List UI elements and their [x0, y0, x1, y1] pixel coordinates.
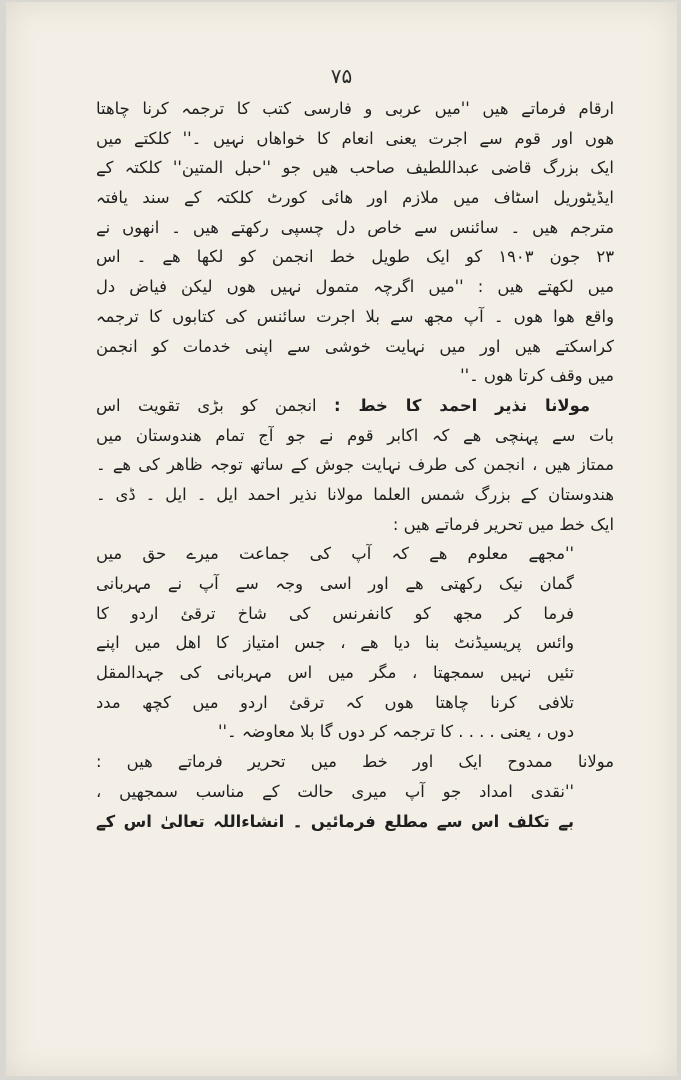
quote-line: ''نقدی امداد جو آپ میری حالت کے مناسب سمجھیں ،	[96, 781, 574, 801]
text-line: ھندوستان کے بزرگ شمس العلما مولانا نذیر احمد ایل ۔ ایل ۔ ڈی ۔	[96, 484, 614, 504]
quote-line: تئیں نہیں سمجھتا ، مگر میں اس مہربانی کی جہدالمقل	[96, 663, 574, 683]
quote-line: وائس پریسیڈنٹ بنا دیا ھے ، جس امتیاز کا اھل میں اپنے	[96, 633, 574, 653]
body-text	[96, 94, 614, 836]
text-line: ۲۳ جون ۱۹۰۳ کو ایک طویل خط انجمن کو لکھا ھے ۔ اس	[96, 247, 614, 267]
quote-line: فرما کر مجھ کو کانفرنس کی شاخ ترقئ اردو کا	[96, 603, 574, 623]
section-first-line-text: انجمن کو بڑی تقویت اس	[96, 395, 317, 415]
text-line: بات سے پہنچی ھے کہ اکابر قوم نے جو آج تمام ھندوستان میں	[96, 425, 614, 445]
text-line: مولانا ممدوح ایک اور خط میں تحریر فرماتے ھیں :	[96, 752, 614, 772]
text-line: کراسکتے ھیں اور میں نہایت خوشی سے اپنی خدمات کو انجمن	[96, 336, 614, 356]
text-line: واقع ھوا ھوں ۔ آپ مجھ سے بلا اجرت سائنس کی کتابوں کا ترجمہ	[96, 306, 614, 326]
text-line: ایڈیٹوریل اسٹاف میں ملازم اور ھائی کورٹ کلکتہ کے سند یافتہ	[96, 188, 614, 208]
quote-line: تلافی کرنا چاھتا ھوں کہ ترقئ اردو میں کچھ مدد	[96, 692, 574, 712]
text-line: ارقام فرماتے ھیں ''میں عربی و فارسی کتب کا ترجمہ کرنا چاھتا	[96, 99, 614, 118]
text-line: ایک خط میں تحریر فرماتے ھیں :	[392, 514, 614, 534]
section-heading: مولانا نذیر احمد کا خط :	[334, 395, 590, 415]
text-line: مترجم ھیں ۔ سائنس سے خاص دل چسپی رکھتے ھیں ۔ انھوں نے	[96, 217, 614, 237]
text-line: ھوں اور قوم سے اجرت یعنی انعام کا خواھاں نہیں ۔'' کلکتے میں	[96, 128, 614, 148]
text-line: ایک بزرگ قاضی عبداللطیف صاحب ھیں جو ''حبل المتین'' کلکتہ کے	[96, 158, 614, 178]
quote-line: دوں ، یعنی . . . . کا ترجمہ کر دوں گا بلا معاوضہ ۔''	[218, 722, 574, 742]
page-number: ۷۵	[330, 64, 353, 88]
quote-line: گمان نیک رکھتی ھے اور اسی وجہ سے آپ نے مہربانی	[96, 574, 574, 593]
text-line: میں لکھتے ھیں : ''میں اگرچہ متمول نہیں ھوں لیکن فیاض دل	[96, 277, 614, 297]
book-page	[6, 2, 677, 1076]
quote-line: ''مجھے معلوم ھے کہ آپ کی جماعت میرے حق میں	[96, 544, 574, 564]
text-line: ممتاز ھیں ، انجمن کی طرف نہایت جوش کے ساتھ توجہ ظاھر کی ھے ۔	[96, 455, 614, 475]
text-line: میں وقف کرتا ھوں ۔''	[460, 366, 614, 386]
section-first-line	[96, 391, 614, 421]
quote-line: بے تکلف اس سے مطلع فرمائیں ۔ انشاءاللہ تعالیٰ اس کے	[96, 811, 574, 831]
